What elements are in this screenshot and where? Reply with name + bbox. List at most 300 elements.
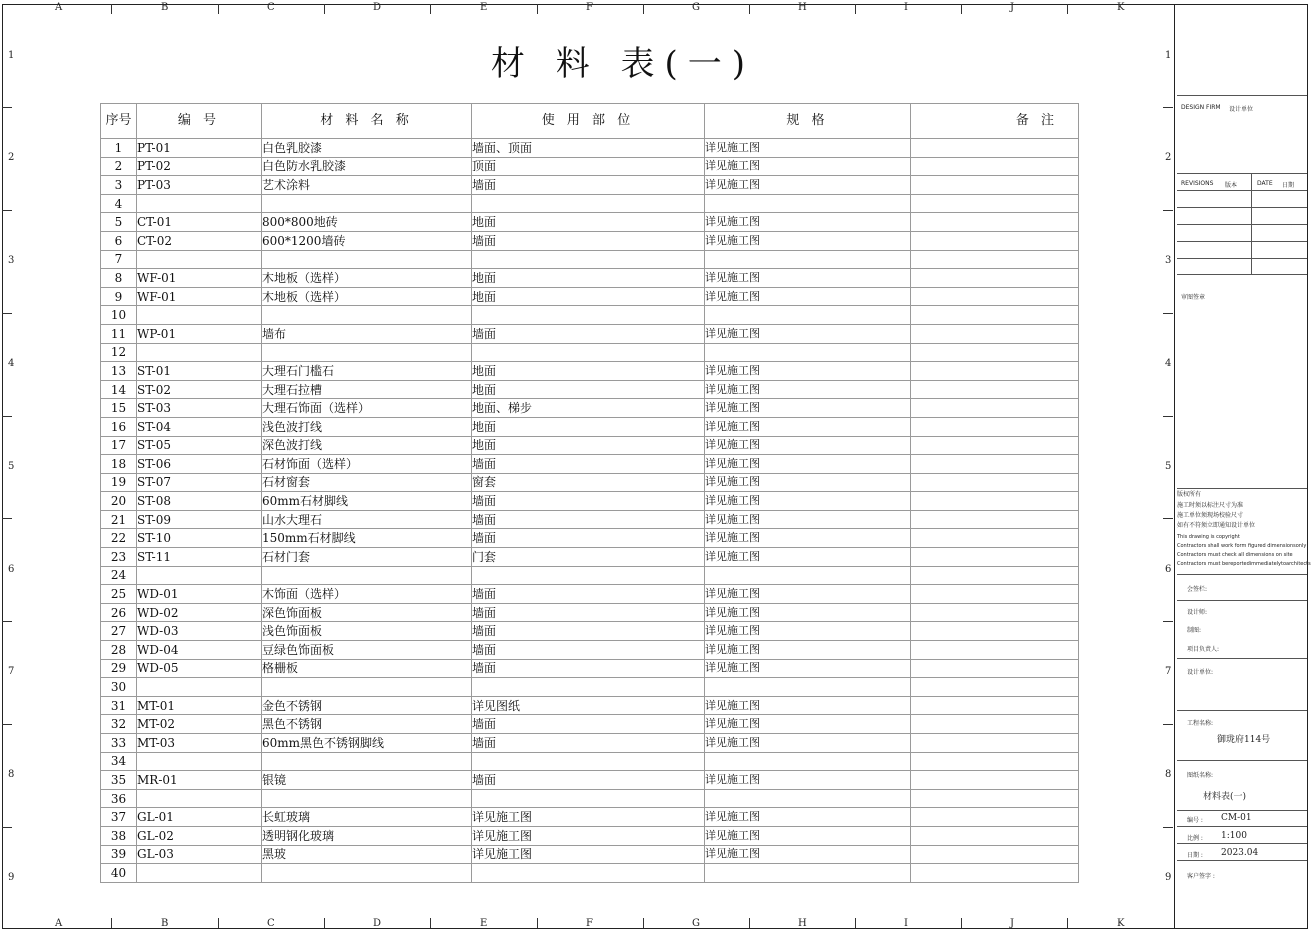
material-code <box>137 752 262 771</box>
material-code: MT-01 <box>137 696 262 715</box>
row-number: 22 <box>101 529 137 548</box>
material-name: 大理石门槛石 <box>262 362 472 381</box>
specification: 详见施工图 <box>705 622 911 641</box>
remark <box>911 492 1079 511</box>
material-name: 浅色饰面板 <box>262 622 472 641</box>
row-number: 18 <box>101 455 137 474</box>
remark <box>911 734 1079 753</box>
zone-letter-bottom: I <box>904 918 908 929</box>
remark <box>911 399 1079 418</box>
remark <box>911 250 1079 269</box>
usage-location <box>472 194 705 213</box>
zone-number-left: 1 <box>8 50 15 61</box>
number-value: CM-01 <box>1221 813 1252 823</box>
usage-location: 地面 <box>472 269 705 288</box>
zone-number-left: 2 <box>8 152 15 163</box>
table-row <box>101 752 1079 771</box>
material-name: 浅色波打线 <box>262 417 472 436</box>
specification: 详见施工图 <box>705 287 911 306</box>
material-code: ST-01 <box>137 362 262 381</box>
material-code <box>137 678 262 697</box>
remark <box>911 678 1079 697</box>
material-name: 大理石饰面（选样） <box>262 399 472 418</box>
material-name: 长虹玻璃 <box>262 808 472 827</box>
row-number: 24 <box>101 566 137 585</box>
table-row <box>101 603 1079 622</box>
zone-tick <box>537 918 538 928</box>
table-row <box>101 139 1079 158</box>
specification: 详见施工图 <box>705 362 911 381</box>
version-cn: 版本 <box>1225 182 1238 189</box>
zone-number-right: 3 <box>1165 255 1172 266</box>
table-row <box>101 287 1079 306</box>
row-number: 32 <box>101 715 137 734</box>
row-number: 31 <box>101 696 137 715</box>
row-number: 10 <box>101 306 137 325</box>
specification <box>705 250 911 269</box>
remark <box>911 641 1079 660</box>
remark <box>911 139 1079 158</box>
zone-number-right: 6 <box>1165 564 1172 575</box>
project-name: 御珑府114号 <box>1217 735 1271 745</box>
row-number: 21 <box>101 510 137 529</box>
material-code: ST-07 <box>137 473 262 492</box>
copyright-line: 施工时须以标注尺寸为准 <box>1177 502 1244 509</box>
remark <box>911 343 1079 362</box>
material-name <box>262 250 472 269</box>
table-row <box>101 771 1079 790</box>
material-name: 银镜 <box>262 771 472 790</box>
remark <box>911 659 1079 678</box>
row-number: 34 <box>101 752 137 771</box>
material-code: WF-01 <box>137 287 262 306</box>
english-note: Contractors must check all dimensions on site <box>1177 552 1293 558</box>
header-location: 使 用 部 位 <box>472 104 705 139</box>
usage-location: 墙面 <box>472 585 705 604</box>
row-number: 36 <box>101 789 137 808</box>
table-row <box>101 585 1079 604</box>
specification: 详见施工图 <box>705 808 911 827</box>
zone-tick <box>1163 107 1173 108</box>
zone-number-left: 4 <box>8 358 15 369</box>
specification <box>705 789 911 808</box>
remark <box>911 826 1079 845</box>
table-row <box>101 399 1079 418</box>
table-row <box>101 845 1079 864</box>
zone-tick <box>643 4 644 14</box>
row-number: 11 <box>101 324 137 343</box>
zone-letter-bottom: J <box>1010 918 1015 929</box>
specification: 详见施工图 <box>705 157 911 176</box>
material-code: ST-08 <box>137 492 262 511</box>
copyright-line: 如有不符须立即通知设计单位 <box>1177 522 1256 529</box>
zone-letter-bottom: K <box>1117 918 1125 929</box>
design-firm-en: DESIGN FIRM <box>1181 104 1221 111</box>
usage-location: 墙面 <box>472 622 705 641</box>
usage-location: 墙面 <box>472 734 705 753</box>
specification: 详见施工图 <box>705 455 911 474</box>
zone-tick <box>218 918 219 928</box>
zone-letter-top: A <box>55 2 63 13</box>
remark <box>911 548 1079 567</box>
zone-tick <box>1163 621 1173 622</box>
specification: 详见施工图 <box>705 139 911 158</box>
table-row <box>101 250 1079 269</box>
date-cn: 日期 <box>1282 182 1295 189</box>
zone-tick <box>430 4 431 14</box>
zone-letter-top: B <box>161 2 169 13</box>
date-value: 2023.04 <box>1221 848 1259 858</box>
specification: 详见施工图 <box>705 771 911 790</box>
material-code <box>137 194 262 213</box>
revisions-en: REVISIONS <box>1181 180 1214 187</box>
zone-letter-top: K <box>1117 2 1125 13</box>
zone-number-left: 6 <box>8 564 15 575</box>
usage-location: 地面 <box>472 213 705 232</box>
remark <box>911 622 1079 641</box>
material-name: 石材窗套 <box>262 473 472 492</box>
table-row <box>101 492 1079 511</box>
specification: 详见施工图 <box>705 641 911 660</box>
row-number: 17 <box>101 436 137 455</box>
specification <box>705 678 911 697</box>
header-name: 材 料 名 称 <box>262 104 472 139</box>
table-row <box>101 231 1079 250</box>
remark <box>911 269 1079 288</box>
zone-letter-bottom: A <box>55 918 63 929</box>
specification: 详见施工图 <box>705 826 911 845</box>
zone-tick <box>2 210 12 211</box>
table-row <box>101 566 1079 585</box>
specification <box>705 343 911 362</box>
zone-tick <box>749 4 750 14</box>
zone-letter-top: C <box>267 2 275 13</box>
material-code: ST-09 <box>137 510 262 529</box>
material-name: 金色不锈钢 <box>262 696 472 715</box>
material-name: 木地板（选样） <box>262 269 472 288</box>
table-row <box>101 510 1079 529</box>
specification: 详见施工图 <box>705 492 911 511</box>
material-name: 艺术涂料 <box>262 176 472 195</box>
material-code: WD-03 <box>137 622 262 641</box>
row-number: 26 <box>101 603 137 622</box>
specification <box>705 566 911 585</box>
zone-tick <box>537 4 538 14</box>
row-number: 7 <box>101 250 137 269</box>
usage-location: 墙面 <box>472 324 705 343</box>
material-name: 木地板（选样） <box>262 287 472 306</box>
row-number: 19 <box>101 473 137 492</box>
zone-tick <box>1163 724 1173 725</box>
row-number: 15 <box>101 399 137 418</box>
row-number: 28 <box>101 641 137 660</box>
drawing-name-label: 图纸名称: <box>1187 772 1214 779</box>
zone-tick <box>111 4 112 14</box>
table-row <box>101 436 1079 455</box>
header-no: 序号 <box>101 104 137 139</box>
material-code: MT-02 <box>137 715 262 734</box>
zone-tick <box>1163 416 1173 417</box>
remark <box>911 585 1079 604</box>
specification: 详见施工图 <box>705 510 911 529</box>
row-number: 2 <box>101 157 137 176</box>
copyright-line: 施工单位须现场校验尺寸 <box>1177 512 1244 519</box>
drafter-label: 制图: <box>1187 627 1202 634</box>
table-row <box>101 213 1079 232</box>
countersign-label: 会签栏: <box>1187 586 1208 593</box>
table-row <box>101 473 1079 492</box>
zone-tick <box>855 4 856 14</box>
zone-letter-top: E <box>480 2 488 13</box>
zone-letter-top: J <box>1010 2 1015 13</box>
zone-tick <box>2 518 12 519</box>
material-name: 木饰面（选样） <box>262 585 472 604</box>
scale-label: 比例 : <box>1187 835 1203 842</box>
zone-tick <box>961 4 962 14</box>
specification: 详见施工图 <box>705 417 911 436</box>
zone-number-left: 5 <box>8 461 15 472</box>
drawing-name: 材料表(一) <box>1203 792 1247 802</box>
material-name: 大理石拉槽 <box>262 380 472 399</box>
usage-location: 墙面 <box>472 771 705 790</box>
remark <box>911 473 1079 492</box>
usage-location <box>472 250 705 269</box>
usage-location: 顶面 <box>472 157 705 176</box>
specification <box>705 864 911 883</box>
zone-number-right: 2 <box>1165 152 1172 163</box>
design-firm-cn: 设计单位 <box>1229 106 1254 113</box>
table-row <box>101 176 1079 195</box>
usage-location: 墙面 <box>472 176 705 195</box>
date-label: 日期 : <box>1187 852 1203 859</box>
material-name: 豆绿色饰面板 <box>262 641 472 660</box>
material-name <box>262 789 472 808</box>
row-number: 40 <box>101 864 137 883</box>
material-name: 石材门套 <box>262 548 472 567</box>
zone-tick <box>2 827 12 828</box>
remark <box>911 808 1079 827</box>
material-name <box>262 752 472 771</box>
row-number: 23 <box>101 548 137 567</box>
material-code: CT-01 <box>137 213 262 232</box>
material-code: WD-01 <box>137 585 262 604</box>
material-code: ST-03 <box>137 399 262 418</box>
material-code: WD-04 <box>137 641 262 660</box>
zone-tick <box>2 621 12 622</box>
remark <box>911 213 1079 232</box>
material-code: ST-11 <box>137 548 262 567</box>
specification: 详见施工图 <box>705 548 911 567</box>
row-number: 27 <box>101 622 137 641</box>
row-number: 14 <box>101 380 137 399</box>
table-row <box>101 157 1079 176</box>
row-number: 16 <box>101 417 137 436</box>
specification: 详见施工图 <box>705 696 911 715</box>
row-number: 4 <box>101 194 137 213</box>
zone-letter-top: I <box>904 2 908 13</box>
table-row <box>101 417 1079 436</box>
specification: 详见施工图 <box>705 380 911 399</box>
usage-location <box>472 752 705 771</box>
zone-tick <box>2 313 12 314</box>
zone-tick <box>2 724 12 725</box>
remark <box>911 380 1079 399</box>
table-row <box>101 641 1079 660</box>
header-code: 编 号 <box>137 104 262 139</box>
row-number: 25 <box>101 585 137 604</box>
materials-table-body <box>101 139 1079 883</box>
zone-number-right: 9 <box>1165 872 1172 883</box>
row-number: 35 <box>101 771 137 790</box>
specification: 详见施工图 <box>705 845 911 864</box>
usage-location: 墙面 <box>472 455 705 474</box>
review-stamp-label: 审图签章 <box>1181 294 1206 301</box>
zone-letter-bottom: B <box>161 918 169 929</box>
zone-letter-bottom: D <box>373 918 382 929</box>
zone-tick <box>324 918 325 928</box>
specification: 详见施工图 <box>705 176 911 195</box>
usage-location: 墙面 <box>472 659 705 678</box>
material-code: WF-01 <box>137 269 262 288</box>
zone-number-right: 1 <box>1165 50 1172 61</box>
specification: 详见施工图 <box>705 399 911 418</box>
zone-tick <box>1163 518 1173 519</box>
zone-tick <box>1163 210 1173 211</box>
row-number: 8 <box>101 269 137 288</box>
zone-number-left: 9 <box>8 872 15 883</box>
material-code <box>137 250 262 269</box>
table-row <box>101 362 1079 381</box>
table-row <box>101 269 1079 288</box>
material-code: WD-05 <box>137 659 262 678</box>
specification: 详见施工图 <box>705 436 911 455</box>
remark <box>911 287 1079 306</box>
zone-tick <box>2 416 12 417</box>
zone-tick <box>961 918 962 928</box>
remark <box>911 771 1079 790</box>
usage-location: 墙面 <box>472 529 705 548</box>
material-code: ST-05 <box>137 436 262 455</box>
row-number: 38 <box>101 826 137 845</box>
header-spec: 规 格 <box>705 104 911 139</box>
zone-letter-top: D <box>373 2 382 13</box>
client-sign-label: 客户签字 : <box>1187 873 1215 880</box>
remark <box>911 864 1079 883</box>
material-name: 山水大理石 <box>262 510 472 529</box>
zone-tick <box>1067 918 1068 928</box>
usage-location: 墙面 <box>472 231 705 250</box>
material-code <box>137 789 262 808</box>
zone-number-right: 5 <box>1165 461 1172 472</box>
table-row <box>101 808 1079 827</box>
zone-tick <box>1163 313 1173 314</box>
row-number: 13 <box>101 362 137 381</box>
designer-label: 设计师: <box>1187 609 1208 616</box>
zone-tick <box>749 918 750 928</box>
remark <box>911 510 1079 529</box>
usage-location <box>472 306 705 325</box>
remark <box>911 176 1079 195</box>
usage-location: 详见施工图 <box>472 808 705 827</box>
material-name: 黑玻 <box>262 845 472 864</box>
specification: 详见施工图 <box>705 269 911 288</box>
remark <box>911 603 1079 622</box>
material-code: MR-01 <box>137 771 262 790</box>
table-header-row <box>101 104 1079 139</box>
table-row <box>101 696 1079 715</box>
remark <box>911 157 1079 176</box>
row-number: 5 <box>101 213 137 232</box>
remark <box>911 362 1079 381</box>
material-code: PT-03 <box>137 176 262 195</box>
zone-number-right: 7 <box>1165 666 1172 677</box>
usage-location: 墙面、顶面 <box>472 139 705 158</box>
material-name <box>262 306 472 325</box>
usage-location: 地面 <box>472 287 705 306</box>
material-name: 墙布 <box>262 324 472 343</box>
table-row <box>101 678 1079 697</box>
specification: 详见施工图 <box>705 324 911 343</box>
material-name: 800*800地砖 <box>262 213 472 232</box>
material-name: 深色波打线 <box>262 436 472 455</box>
table-row <box>101 864 1079 883</box>
table-row <box>101 343 1079 362</box>
english-note: This drawing is copyright <box>1177 534 1240 540</box>
remark <box>911 324 1079 343</box>
material-code: CT-02 <box>137 231 262 250</box>
remark <box>911 455 1079 474</box>
usage-location: 墙面 <box>472 641 705 660</box>
zone-letter-bottom: F <box>586 918 593 929</box>
remark <box>911 566 1079 585</box>
sheet-title: 材 料 表(一) <box>490 44 756 84</box>
material-code: ST-02 <box>137 380 262 399</box>
material-name: 白色乳胶漆 <box>262 139 472 158</box>
material-name: 60mm黑色不锈钢脚线 <box>262 734 472 753</box>
remark <box>911 715 1079 734</box>
material-name: 格栅板 <box>262 659 472 678</box>
material-name: 深色饰面板 <box>262 603 472 622</box>
zone-letter-bottom: C <box>267 918 275 929</box>
material-code <box>137 566 262 585</box>
usage-location: 地面 <box>472 417 705 436</box>
zone-tick <box>1067 4 1068 14</box>
material-code: ST-10 <box>137 529 262 548</box>
zone-tick <box>643 918 644 928</box>
material-name: 600*1200墙砖 <box>262 231 472 250</box>
copyright-line: 版权所有 <box>1177 491 1202 498</box>
material-name <box>262 343 472 362</box>
material-code: ST-04 <box>137 417 262 436</box>
material-name: 白色防水乳胶漆 <box>262 157 472 176</box>
table-row <box>101 548 1079 567</box>
usage-location: 地面 <box>472 436 705 455</box>
material-code <box>137 864 262 883</box>
remark <box>911 231 1079 250</box>
row-number: 1 <box>101 139 137 158</box>
zone-letter-top: H <box>798 2 807 13</box>
usage-location <box>472 566 705 585</box>
scale-value: 1:100 <box>1221 831 1247 841</box>
remark <box>911 696 1079 715</box>
row-number: 20 <box>101 492 137 511</box>
usage-location: 详见施工图 <box>472 845 705 864</box>
zone-number-right: 8 <box>1165 769 1172 780</box>
row-number: 33 <box>101 734 137 753</box>
usage-location: 墙面 <box>472 603 705 622</box>
material-name <box>262 566 472 585</box>
material-code: PT-01 <box>137 139 262 158</box>
